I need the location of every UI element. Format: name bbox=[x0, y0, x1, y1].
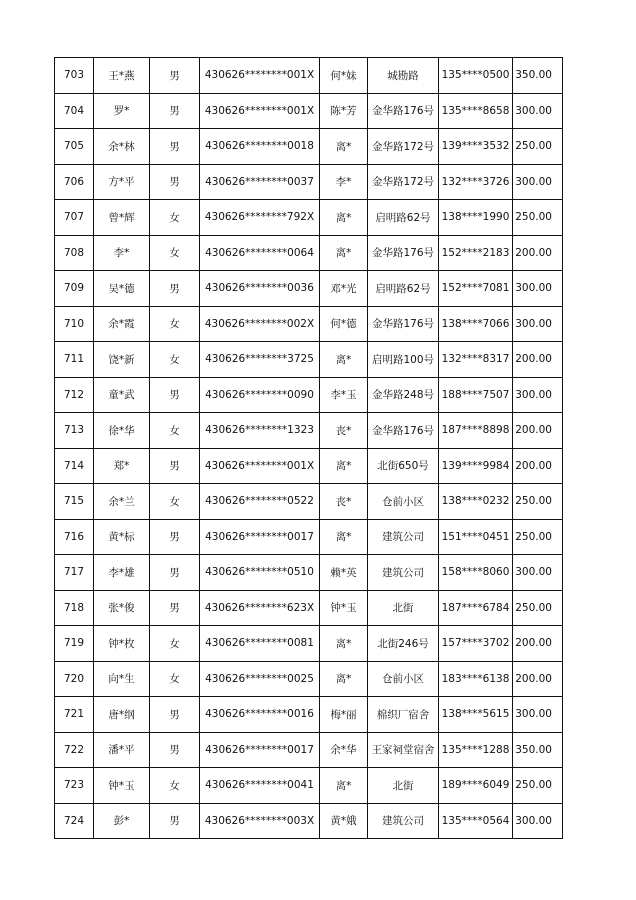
spouse-name-cell: 赖*英 bbox=[320, 555, 368, 591]
gender-cell: 女 bbox=[150, 413, 200, 449]
id-number-cell: 430626********001X bbox=[200, 93, 320, 129]
id-number-cell: 430626********0522 bbox=[200, 484, 320, 520]
amount-cell: 250.00 bbox=[513, 200, 563, 236]
person-name-cell: 童*武 bbox=[94, 377, 150, 413]
id-number-cell: 430626********003X bbox=[200, 803, 320, 839]
table-row bbox=[55, 484, 563, 520]
id-number-cell: 430626********0081 bbox=[200, 626, 320, 662]
person-name-cell: 张*俊 bbox=[94, 590, 150, 626]
table-row bbox=[55, 377, 563, 413]
gender-cell: 女 bbox=[150, 200, 200, 236]
spouse-name-cell: 邓*光 bbox=[320, 271, 368, 307]
id-number-cell: 430626********792X bbox=[200, 200, 320, 236]
gender-cell: 男 bbox=[150, 519, 200, 555]
spouse-name-cell: 梅*丽 bbox=[320, 697, 368, 733]
row-number-cell: 715 bbox=[55, 484, 94, 520]
table-row bbox=[55, 129, 563, 165]
person-name-cell: 曾*辉 bbox=[94, 200, 150, 236]
address-cell: 建筑公司 bbox=[368, 803, 439, 839]
gender-cell: 男 bbox=[150, 58, 200, 94]
spouse-name-cell: 何*德 bbox=[320, 306, 368, 342]
gender-cell: 女 bbox=[150, 768, 200, 804]
row-number-cell: 710 bbox=[55, 306, 94, 342]
id-number-cell: 430626********0037 bbox=[200, 164, 320, 200]
gender-cell: 男 bbox=[150, 164, 200, 200]
address-cell: 金华路172号 bbox=[368, 164, 439, 200]
phone-number-cell: 138****5615 bbox=[439, 697, 513, 733]
person-name-cell: 徐*华 bbox=[94, 413, 150, 449]
phone-number-cell: 189****6049 bbox=[439, 768, 513, 804]
phone-number-cell: 132****8317 bbox=[439, 342, 513, 378]
spouse-name-cell: 李* bbox=[320, 164, 368, 200]
spouse-name-cell: 离* bbox=[320, 235, 368, 271]
person-name-cell: 王*燕 bbox=[94, 58, 150, 94]
gender-cell: 男 bbox=[150, 697, 200, 733]
gender-cell: 女 bbox=[150, 626, 200, 662]
address-cell: 仓前小区 bbox=[368, 661, 439, 697]
person-name-cell: 唐*纲 bbox=[94, 697, 150, 733]
amount-cell: 300.00 bbox=[513, 377, 563, 413]
id-number-cell: 430626********0036 bbox=[200, 271, 320, 307]
phone-number-cell: 135****8658 bbox=[439, 93, 513, 129]
id-number-cell: 430626********0017 bbox=[200, 732, 320, 768]
row-number-cell: 704 bbox=[55, 93, 94, 129]
gender-cell: 男 bbox=[150, 129, 200, 165]
address-cell: 王家祠堂宿舍 bbox=[368, 732, 439, 768]
amount-cell: 350.00 bbox=[513, 58, 563, 94]
address-cell: 金华路176号 bbox=[368, 93, 439, 129]
row-number-cell: 711 bbox=[55, 342, 94, 378]
spouse-name-cell: 丧* bbox=[320, 484, 368, 520]
phone-number-cell: 132****3726 bbox=[439, 164, 513, 200]
id-number-cell: 430626********0018 bbox=[200, 129, 320, 165]
person-name-cell: 方*平 bbox=[94, 164, 150, 200]
address-cell: 金华路176号 bbox=[368, 306, 439, 342]
gender-cell: 女 bbox=[150, 484, 200, 520]
table-row bbox=[55, 768, 563, 804]
amount-cell: 300.00 bbox=[513, 306, 563, 342]
amount-cell: 250.00 bbox=[513, 768, 563, 804]
spouse-name-cell: 何*妹 bbox=[320, 58, 368, 94]
phone-number-cell: 139****3532 bbox=[439, 129, 513, 165]
address-cell: 建筑公司 bbox=[368, 519, 439, 555]
amount-cell: 200.00 bbox=[513, 448, 563, 484]
spouse-name-cell: 离* bbox=[320, 661, 368, 697]
table-row bbox=[55, 661, 563, 697]
person-name-cell: 向*生 bbox=[94, 661, 150, 697]
phone-number-cell: 183****6138 bbox=[439, 661, 513, 697]
amount-cell: 200.00 bbox=[513, 342, 563, 378]
phone-number-cell: 187****6784 bbox=[439, 590, 513, 626]
spouse-name-cell: 离* bbox=[320, 768, 368, 804]
phone-number-cell: 187****8898 bbox=[439, 413, 513, 449]
person-name-cell: 吴*德 bbox=[94, 271, 150, 307]
table-row bbox=[55, 93, 563, 129]
id-number-cell: 430626********623X bbox=[200, 590, 320, 626]
id-number-cell: 430626********1323 bbox=[200, 413, 320, 449]
row-number-cell: 720 bbox=[55, 661, 94, 697]
address-cell: 北街 bbox=[368, 590, 439, 626]
amount-cell: 200.00 bbox=[513, 661, 563, 697]
table-row bbox=[55, 200, 563, 236]
gender-cell: 女 bbox=[150, 235, 200, 271]
person-name-cell: 彭* bbox=[94, 803, 150, 839]
address-cell: 金华路176号 bbox=[368, 235, 439, 271]
row-number-cell: 717 bbox=[55, 555, 94, 591]
row-number-cell: 721 bbox=[55, 697, 94, 733]
spouse-name-cell: 李*玉 bbox=[320, 377, 368, 413]
record-table bbox=[54, 57, 563, 839]
person-name-cell: 钟*玉 bbox=[94, 768, 150, 804]
table-row bbox=[55, 626, 563, 662]
spouse-name-cell: 离* bbox=[320, 519, 368, 555]
id-number-cell: 430626********0510 bbox=[200, 555, 320, 591]
id-number-cell: 430626********0025 bbox=[200, 661, 320, 697]
amount-cell: 250.00 bbox=[513, 484, 563, 520]
amount-cell: 250.00 bbox=[513, 129, 563, 165]
table-row bbox=[55, 732, 563, 768]
table-row bbox=[55, 555, 563, 591]
person-name-cell: 钟*枚 bbox=[94, 626, 150, 662]
amount-cell: 300.00 bbox=[513, 555, 563, 591]
person-name-cell: 李*雄 bbox=[94, 555, 150, 591]
phone-number-cell: 157****3702 bbox=[439, 626, 513, 662]
id-number-cell: 430626********001X bbox=[200, 448, 320, 484]
gender-cell: 男 bbox=[150, 377, 200, 413]
row-number-cell: 705 bbox=[55, 129, 94, 165]
table-row bbox=[55, 164, 563, 200]
row-number-cell: 714 bbox=[55, 448, 94, 484]
phone-number-cell: 151****0451 bbox=[439, 519, 513, 555]
person-name-cell: 李* bbox=[94, 235, 150, 271]
spouse-name-cell: 钟*玉 bbox=[320, 590, 368, 626]
address-cell: 金华路248号 bbox=[368, 377, 439, 413]
phone-number-cell: 135****1288 bbox=[439, 732, 513, 768]
row-number-cell: 722 bbox=[55, 732, 94, 768]
row-number-cell: 723 bbox=[55, 768, 94, 804]
gender-cell: 男 bbox=[150, 803, 200, 839]
table-row bbox=[55, 590, 563, 626]
phone-number-cell: 158****8060 bbox=[439, 555, 513, 591]
person-name-cell: 余*林 bbox=[94, 129, 150, 165]
row-number-cell: 707 bbox=[55, 200, 94, 236]
address-cell: 棉织厂宿舍 bbox=[368, 697, 439, 733]
row-number-cell: 724 bbox=[55, 803, 94, 839]
person-name-cell: 余*霞 bbox=[94, 306, 150, 342]
spouse-name-cell: 丧* bbox=[320, 413, 368, 449]
address-cell: 启明路62号 bbox=[368, 271, 439, 307]
gender-cell: 女 bbox=[150, 661, 200, 697]
gender-cell: 男 bbox=[150, 555, 200, 591]
table-row bbox=[55, 271, 563, 307]
spouse-name-cell: 离* bbox=[320, 342, 368, 378]
person-name-cell: 余*兰 bbox=[94, 484, 150, 520]
phone-number-cell: 135****0564 bbox=[439, 803, 513, 839]
phone-number-cell: 139****9984 bbox=[439, 448, 513, 484]
id-number-cell: 430626********0041 bbox=[200, 768, 320, 804]
amount-cell: 300.00 bbox=[513, 271, 563, 307]
amount-cell: 200.00 bbox=[513, 235, 563, 271]
person-name-cell: 饶*新 bbox=[94, 342, 150, 378]
amount-cell: 200.00 bbox=[513, 413, 563, 449]
row-number-cell: 706 bbox=[55, 164, 94, 200]
person-name-cell: 黄*标 bbox=[94, 519, 150, 555]
address-cell: 启明路100号 bbox=[368, 342, 439, 378]
person-name-cell: 潘*平 bbox=[94, 732, 150, 768]
phone-number-cell: 138****1990 bbox=[439, 200, 513, 236]
amount-cell: 200.00 bbox=[513, 626, 563, 662]
address-cell: 北街 bbox=[368, 768, 439, 804]
id-number-cell: 430626********001X bbox=[200, 58, 320, 94]
table-row bbox=[55, 519, 563, 555]
address-cell: 城勘路 bbox=[368, 58, 439, 94]
address-cell: 金华路176号 bbox=[368, 413, 439, 449]
person-name-cell: 郑* bbox=[94, 448, 150, 484]
amount-cell: 350.00 bbox=[513, 732, 563, 768]
id-number-cell: 430626********0016 bbox=[200, 697, 320, 733]
id-number-cell: 430626********0064 bbox=[200, 235, 320, 271]
row-number-cell: 718 bbox=[55, 590, 94, 626]
row-number-cell: 703 bbox=[55, 58, 94, 94]
gender-cell: 男 bbox=[150, 93, 200, 129]
id-number-cell: 430626********0017 bbox=[200, 519, 320, 555]
row-number-cell: 713 bbox=[55, 413, 94, 449]
row-number-cell: 716 bbox=[55, 519, 94, 555]
amount-cell: 250.00 bbox=[513, 590, 563, 626]
spouse-name-cell: 离* bbox=[320, 129, 368, 165]
id-number-cell: 430626********3725 bbox=[200, 342, 320, 378]
phone-number-cell: 138****7066 bbox=[439, 306, 513, 342]
phone-number-cell: 135****0500 bbox=[439, 58, 513, 94]
id-number-cell: 430626********0090 bbox=[200, 377, 320, 413]
amount-cell: 300.00 bbox=[513, 164, 563, 200]
table-row bbox=[55, 413, 563, 449]
table-row bbox=[55, 697, 563, 733]
gender-cell: 男 bbox=[150, 271, 200, 307]
amount-cell: 250.00 bbox=[513, 519, 563, 555]
gender-cell: 男 bbox=[150, 732, 200, 768]
spouse-name-cell: 余*华 bbox=[320, 732, 368, 768]
row-number-cell: 712 bbox=[55, 377, 94, 413]
table-row bbox=[55, 803, 563, 839]
amount-cell: 300.00 bbox=[513, 93, 563, 129]
row-number-cell: 709 bbox=[55, 271, 94, 307]
spouse-name-cell: 黄*娥 bbox=[320, 803, 368, 839]
id-number-cell: 430626********002X bbox=[200, 306, 320, 342]
table-row bbox=[55, 342, 563, 378]
address-cell: 北街650号 bbox=[368, 448, 439, 484]
gender-cell: 女 bbox=[150, 342, 200, 378]
gender-cell: 女 bbox=[150, 306, 200, 342]
row-number-cell: 708 bbox=[55, 235, 94, 271]
phone-number-cell: 152****7081 bbox=[439, 271, 513, 307]
phone-number-cell: 188****7507 bbox=[439, 377, 513, 413]
table-row bbox=[55, 58, 563, 94]
spouse-name-cell: 离* bbox=[320, 200, 368, 236]
spouse-name-cell: 陈*芳 bbox=[320, 93, 368, 129]
table-row bbox=[55, 306, 563, 342]
table-row bbox=[55, 448, 563, 484]
amount-cell: 300.00 bbox=[513, 803, 563, 839]
gender-cell: 男 bbox=[150, 448, 200, 484]
address-cell: 金华路172号 bbox=[368, 129, 439, 165]
person-name-cell: 罗* bbox=[94, 93, 150, 129]
address-cell: 启明路62号 bbox=[368, 200, 439, 236]
spouse-name-cell: 离* bbox=[320, 448, 368, 484]
phone-number-cell: 138****0232 bbox=[439, 484, 513, 520]
address-cell: 建筑公司 bbox=[368, 555, 439, 591]
phone-number-cell: 152****2183 bbox=[439, 235, 513, 271]
row-number-cell: 719 bbox=[55, 626, 94, 662]
table-row bbox=[55, 235, 563, 271]
address-cell: 仓前小区 bbox=[368, 484, 439, 520]
spouse-name-cell: 离* bbox=[320, 626, 368, 662]
gender-cell: 男 bbox=[150, 590, 200, 626]
amount-cell: 300.00 bbox=[513, 697, 563, 733]
address-cell: 北街246号 bbox=[368, 626, 439, 662]
